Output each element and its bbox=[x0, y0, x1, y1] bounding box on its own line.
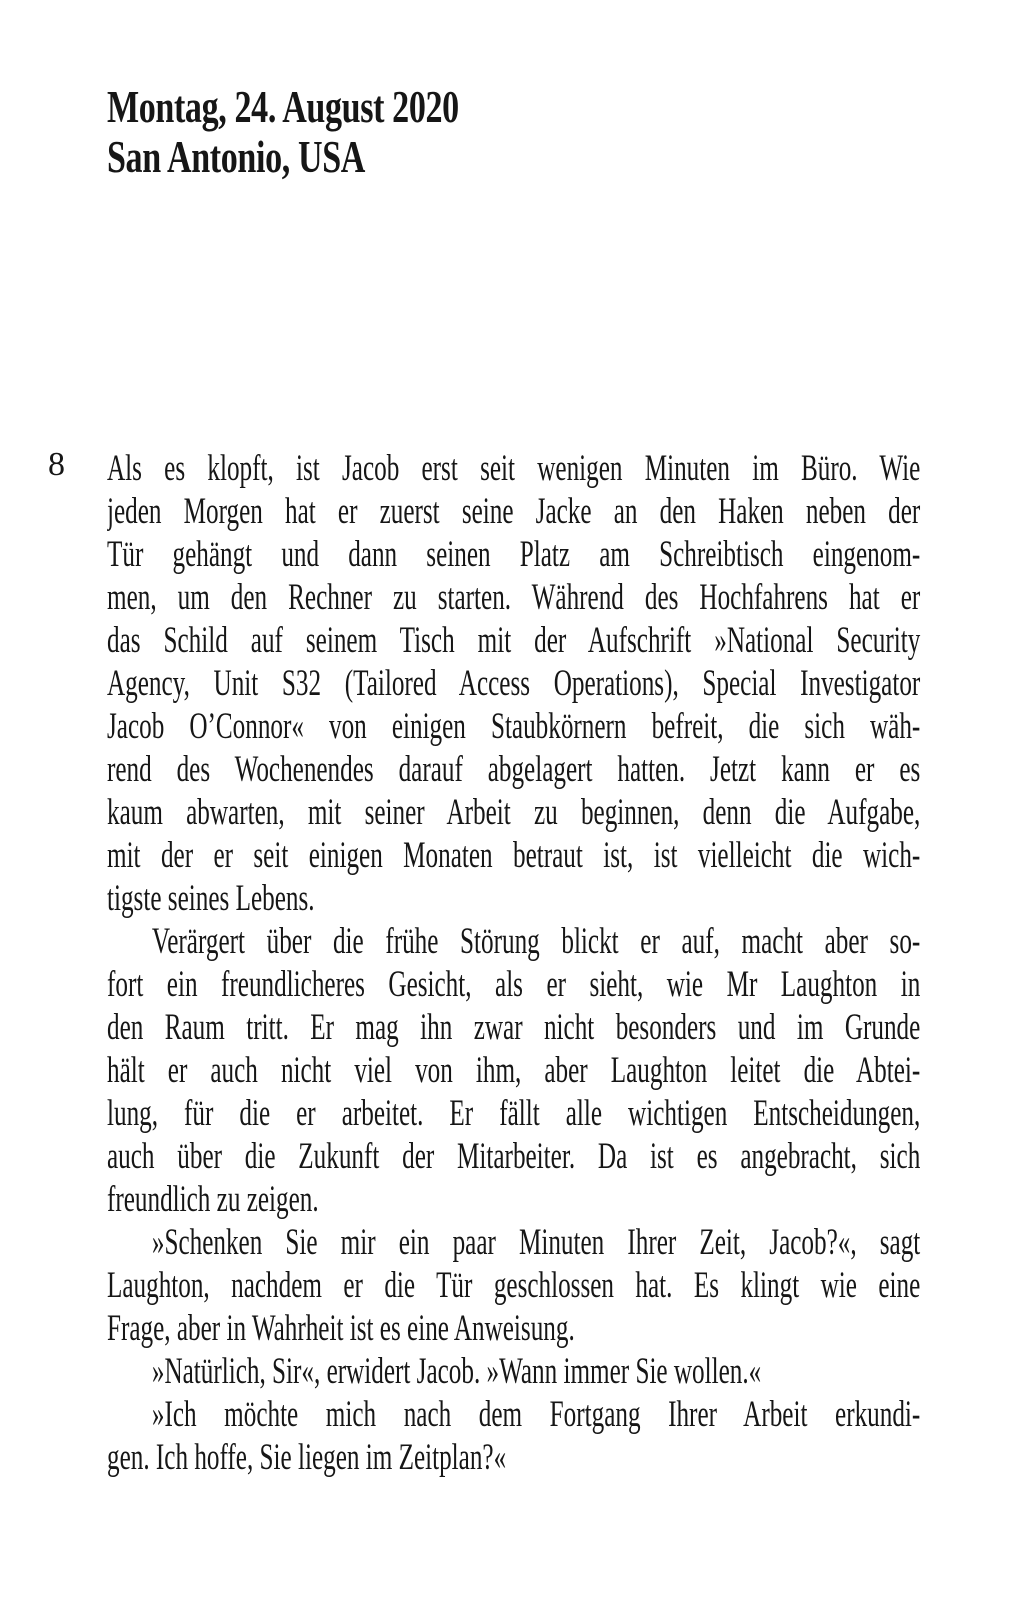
text-line: »Natürlich, Sir«, erwidert Jacob. »Wann immer Sie wollen.« bbox=[151, 1351, 762, 1392]
page-number: 8 bbox=[48, 446, 65, 483]
body-text bbox=[107, 447, 920, 1479]
text-line: hält er auch nicht viel von ihm, aber Laughton leitet die Abtei- bbox=[107, 1050, 921, 1091]
text-line: Als es klopft, ist Jacob erst seit wenigen Minuten im Büro. Wie bbox=[107, 448, 921, 489]
chapter-heading bbox=[107, 82, 459, 182]
text-line: Jacob O’Connor« von einigen Staubkörnern befreit, die sich wäh- bbox=[107, 706, 921, 747]
text-line: »Schenken Sie mir ein paar Minuten Ihrer Zeit, Jacob?«, sagt bbox=[151, 1222, 921, 1263]
chapter-location: San Antonio, USA bbox=[107, 131, 365, 182]
text-line: das Schild auf seinem Tisch mit der Aufschrift »National Security bbox=[107, 620, 921, 661]
text-line: kaum abwarten, mit seiner Arbeit zu beginnen, denn die Aufgabe, bbox=[107, 792, 921, 833]
text-line: tigste seines Lebens. bbox=[107, 878, 315, 919]
text-line: auch über die Zukunft der Mitarbeiter. Da ist es angebracht, sich bbox=[107, 1136, 921, 1177]
text-line: Verärgert über die frühe Störung blickt er auf, macht aber so- bbox=[151, 921, 921, 962]
chapter-date: Montag, 24. August 2020 bbox=[107, 81, 459, 132]
text-line: lung, für die er arbeitet. Er fällt alle wichtigen Entscheidungen, bbox=[107, 1093, 921, 1134]
text-line: Frage, aber in Wahrheit ist es eine Anweisung. bbox=[107, 1308, 575, 1349]
text-line: jeden Morgen hat er zuerst seine Jacke an den Haken neben der bbox=[107, 491, 921, 532]
text-line: »Ich möchte mich nach dem Fortgang Ihrer Arbeit erkundi- bbox=[151, 1394, 921, 1435]
text-line: freundlich zu zeigen. bbox=[107, 1179, 319, 1220]
text-line: Tür gehängt und dann seinen Platz am Schreibtisch eingenom- bbox=[107, 534, 921, 575]
text-line: Laughton, nachdem er die Tür geschlossen hat. Es klingt wie eine bbox=[107, 1265, 921, 1306]
text-line: mit der er seit einigen Monaten betraut ist, ist vielleicht die wich- bbox=[107, 835, 921, 876]
text-line: Agency, Unit S32 (Tailored Access Operations), Special Investigator bbox=[107, 663, 921, 704]
text-line: fort ein freundlicheres Gesicht, als er sieht, wie Mr Laughton in bbox=[107, 964, 921, 1005]
text-line: rend des Wochenendes darauf abgelagert hatten. Jetzt kann er es bbox=[107, 749, 921, 790]
text-line: den Raum tritt. Er mag ihn zwar nicht besonders und im Grunde bbox=[107, 1007, 921, 1048]
text-line: men, um den Rechner zu starten. Während des Hochfahrens hat er bbox=[107, 577, 921, 618]
text-line: gen. Ich hoffe, Sie liegen im Zeitplan?« bbox=[107, 1437, 507, 1478]
